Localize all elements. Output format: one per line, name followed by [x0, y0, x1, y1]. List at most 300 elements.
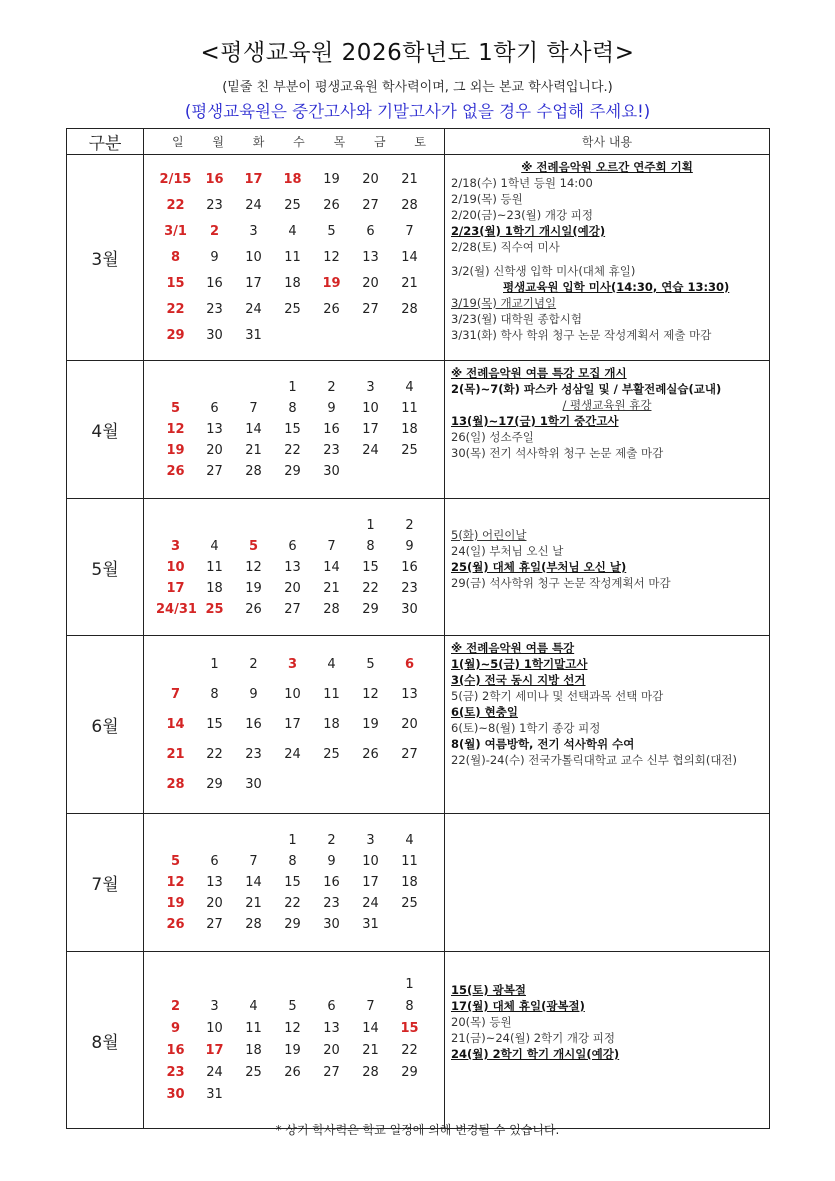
week-row — [144, 770, 444, 800]
day-cell: 6 — [327, 999, 336, 1014]
month-days — [144, 361, 445, 499]
day-cell: 13 — [284, 559, 301, 575]
day-cell: 26 — [166, 464, 185, 479]
day-cell: 22 — [166, 301, 185, 317]
day-cell: 20 — [206, 896, 223, 911]
day-cell: 24 — [245, 197, 262, 213]
day-cell: 20 — [362, 275, 379, 291]
day-cell: 17 — [205, 1043, 224, 1058]
day-cell: 10 — [362, 401, 379, 416]
day-cell: 24/31 — [156, 601, 197, 617]
week-row — [144, 219, 444, 245]
day-cell: 9 — [170, 1021, 181, 1036]
week-row — [144, 515, 444, 536]
day-cell: 2 — [327, 380, 336, 395]
day-cell: 3 — [366, 833, 375, 848]
day-cell: 28 — [401, 301, 418, 317]
day-cell: 1 — [210, 656, 219, 672]
day-cell: 23 — [206, 197, 223, 213]
day-cell: 6 — [288, 538, 297, 554]
day-cell: 31 — [206, 1087, 223, 1102]
day-cell: 16 — [245, 716, 262, 732]
day-cell: 21 — [166, 746, 185, 762]
calendar-table — [66, 128, 770, 1129]
day-cell: 27 — [401, 746, 418, 762]
event-item: ※ 전례음악원 여름 특강 모집 개시 — [451, 366, 627, 380]
day-cell: 29 — [284, 917, 301, 932]
event-item: 1(월)~5(금) 1학기말고사 — [451, 657, 588, 671]
day-cell: 10 — [362, 854, 379, 869]
event-item: 22(월)-24(수) 전국가톨릭대학교 교수 신부 협의회(대전) — [451, 753, 738, 767]
day-cell: 8 — [366, 538, 375, 554]
day-cell: 28 — [323, 601, 340, 617]
day-cell: 22 — [206, 746, 223, 762]
day-cell: 15 — [400, 1021, 419, 1036]
day-cell: 24 — [206, 1065, 223, 1080]
day-cell: 3 — [249, 223, 258, 239]
event-item: 15(토) 광복절 — [451, 983, 526, 997]
day-cell: 14 — [166, 716, 185, 732]
event-item: 3/19(목) 개교기념일 — [451, 296, 557, 310]
day-cell: 4 — [249, 999, 258, 1014]
day-cell: 23 — [166, 1065, 185, 1080]
month-row — [67, 499, 770, 636]
day-cell: 11 — [401, 401, 418, 416]
day-cell: 22 — [362, 580, 379, 596]
day-cell: 3 — [210, 999, 219, 1014]
day-cell: 18 — [283, 171, 302, 187]
day-cell — [234, 377, 273, 398]
week-row — [144, 1040, 444, 1062]
event-item: 24(일) 부처님 오신 날 — [451, 544, 564, 558]
day-cell: 29 — [362, 601, 379, 617]
day-cell: 16 — [166, 1043, 185, 1058]
header-day: 토 — [414, 135, 426, 149]
day-cell: 27 — [362, 197, 379, 213]
day-cell: 1 — [366, 517, 375, 533]
day-cell — [312, 323, 351, 349]
day-cell: 19 — [166, 896, 185, 911]
day-cell: 6 — [210, 401, 219, 416]
day-cell: 4 — [405, 380, 414, 395]
day-cell — [351, 974, 390, 996]
week-row — [144, 710, 444, 740]
day-cell: 6 — [210, 854, 219, 869]
day-cell: 18 — [206, 580, 223, 596]
day-cell: 22 — [284, 896, 301, 911]
day-cell — [234, 1084, 273, 1106]
month-label: 5월 — [67, 499, 144, 636]
day-cell: 20 — [362, 171, 379, 187]
day-cell: 20 — [323, 1043, 340, 1058]
day-cell: 8 — [170, 249, 181, 265]
notice: (평생교육원은 중간고사와 기말고사가 없을 경우 수업해 주세요!) — [184, 102, 651, 121]
day-cell: 15 — [284, 422, 301, 437]
month-label: 4월 — [67, 361, 144, 499]
event-item: 3(수) 전국 동시 지방 선거 — [451, 673, 586, 687]
day-cell: 9 — [249, 686, 258, 702]
day-cell — [351, 1084, 390, 1106]
header-row — [67, 129, 770, 155]
day-cell: 2 — [170, 999, 181, 1014]
day-cell: 23 — [323, 896, 340, 911]
day-cell: 10 — [284, 686, 301, 702]
event-item: 24(월) 2학기 학기 개시일(예강) — [451, 1047, 620, 1061]
week-row — [144, 297, 444, 323]
day-cell: 30 — [206, 327, 223, 343]
day-cell: 6 — [366, 223, 375, 239]
day-cell: 13 — [323, 1021, 340, 1036]
day-cell — [234, 830, 273, 851]
week-row — [144, 193, 444, 219]
day-cell: 28 — [362, 1065, 379, 1080]
week-row — [144, 536, 444, 557]
header-day: 화 — [252, 135, 265, 149]
header-day: 일 — [172, 135, 184, 149]
day-cell: 19 — [362, 716, 379, 732]
day-cell: 26 — [245, 601, 262, 617]
footer-note: * 상기 학사력은 학교 일정에 의해 변경될 수 있습니다. — [275, 1123, 560, 1137]
month-label: 6월 — [67, 636, 144, 814]
month-days — [144, 952, 445, 1129]
day-cell: 21 — [401, 275, 418, 291]
day-cell: 5 — [170, 401, 181, 416]
event-item: 2(목)~7(화) 파스카 성삼일 및 / 부활전례실습(교내) — [451, 382, 722, 396]
week-row — [144, 996, 444, 1018]
day-cell: 11 — [245, 1021, 262, 1036]
day-cell: 22 — [166, 197, 185, 213]
month-label: 7월 — [67, 814, 144, 952]
day-cell: 16 — [323, 875, 340, 890]
day-cell: 17 — [362, 422, 379, 437]
month-row — [67, 814, 770, 952]
month-row — [67, 952, 770, 1129]
page-title: <평생교육원 2026학년도 1학기 학사력> — [200, 40, 635, 66]
day-cell: 15 — [166, 275, 185, 291]
event-item: 2/20(금)~23(월) 개강 피정 — [451, 208, 594, 222]
day-cell: 27 — [323, 1065, 340, 1080]
day-cell — [195, 830, 234, 851]
week-row — [144, 245, 444, 271]
week-row — [144, 377, 444, 398]
day-cell: 18 — [323, 716, 340, 732]
day-cell: 14 — [245, 422, 262, 437]
day-cell: 29 — [206, 776, 223, 792]
day-cell — [156, 515, 195, 536]
day-cell: 12 — [166, 422, 185, 437]
day-cell — [351, 461, 390, 482]
day-cell: 28 — [166, 776, 185, 792]
day-cell: 8 — [405, 999, 414, 1014]
day-cell: 19 — [323, 171, 340, 187]
day-cell: 18 — [401, 422, 418, 437]
day-cell: 12 — [362, 686, 379, 702]
day-cell: 12 — [284, 1021, 301, 1036]
event-item: 17(월) 대체 휴일(광복절) — [451, 999, 585, 1013]
day-cell: 3 — [170, 538, 181, 554]
day-cell — [273, 515, 312, 536]
day-cell: 15 — [362, 559, 379, 575]
day-cell — [390, 323, 429, 349]
month-label: 3월 — [67, 155, 144, 361]
day-cell — [312, 515, 351, 536]
day-cell — [273, 1084, 312, 1106]
day-cell — [312, 770, 351, 800]
day-cell: 21 — [245, 443, 262, 458]
day-cell: 11 — [284, 249, 301, 265]
day-cell — [234, 974, 273, 996]
day-cell: 30 — [323, 917, 340, 932]
day-cell: 9 — [210, 249, 219, 265]
day-cell: 11 — [401, 854, 418, 869]
week-row — [144, 893, 444, 914]
day-cell: 8 — [210, 686, 219, 702]
day-cell: 14 — [401, 249, 418, 265]
month-days — [144, 814, 445, 952]
day-cell: 11 — [323, 686, 340, 702]
event-item: 6(토)~8(월) 1학기 종강 피정 — [451, 721, 601, 735]
day-cell: 13 — [206, 422, 223, 437]
day-cell: 12 — [323, 249, 340, 265]
event-item: ※ 전례음악원 오르간 연주회 기획 — [521, 160, 693, 174]
day-cell: 5 — [327, 223, 336, 239]
day-cell: 13 — [401, 686, 418, 702]
day-cell: 23 — [245, 746, 262, 762]
day-cell: 19 — [322, 275, 341, 291]
day-cell: 28 — [245, 464, 262, 479]
event-item: 8(월) 여름방학, 전기 석사학위 수여 — [451, 737, 635, 751]
day-cell: 5 — [366, 656, 375, 672]
day-cell: 28 — [401, 197, 418, 213]
day-cell: 23 — [206, 301, 223, 317]
day-cell: 17 — [284, 716, 301, 732]
month-events — [445, 814, 770, 952]
day-cell: 10 — [245, 249, 262, 265]
day-cell: 15 — [206, 716, 223, 732]
day-cell: 29 — [401, 1065, 418, 1080]
day-cell: 4 — [288, 223, 297, 239]
day-cell: 26 — [284, 1065, 301, 1080]
day-cell: 24 — [362, 896, 379, 911]
week-row — [144, 323, 444, 349]
day-cell: 11 — [206, 559, 223, 575]
event-item: 21(금)~24(월) 2학기 개강 피정 — [451, 1031, 616, 1045]
day-cell: 21 — [245, 896, 262, 911]
day-cell — [273, 770, 312, 800]
event-item: 2/19(목) 등원 — [451, 192, 523, 206]
day-cell: 9 — [327, 854, 336, 869]
day-cell: 10 — [166, 559, 185, 575]
day-cell: 1 — [405, 977, 414, 992]
event-item: 5(금) 2학기 세미나 및 선택과목 선택 마감 — [451, 689, 664, 703]
day-cell: 27 — [284, 601, 301, 617]
day-cell: 4 — [210, 538, 219, 554]
day-cell: 13 — [362, 249, 379, 265]
day-cell: 27 — [206, 917, 223, 932]
month-days — [144, 636, 445, 814]
header-day: 월 — [212, 135, 224, 149]
day-cell — [390, 914, 429, 935]
day-cell: 20 — [401, 716, 418, 732]
event-item: 3/31(화) 학사 학위 청구 논문 작성계획서 제출 마감 — [451, 328, 712, 342]
day-cell — [195, 515, 234, 536]
day-cell: 26 — [362, 746, 379, 762]
day-cell: 7 — [405, 223, 414, 239]
day-cell: 19 — [166, 443, 185, 458]
day-cell: 7 — [327, 538, 336, 554]
day-cell: 8 — [288, 401, 297, 416]
day-cell — [312, 1084, 351, 1106]
day-cell — [156, 377, 195, 398]
day-cell: 27 — [206, 464, 223, 479]
day-cell — [390, 461, 429, 482]
day-cell: 2 — [249, 656, 258, 672]
day-cell: 31 — [362, 917, 379, 932]
day-cell — [273, 323, 312, 349]
header-days — [144, 129, 445, 155]
day-cell — [390, 770, 429, 800]
day-cell: 18 — [284, 275, 301, 291]
day-cell: 24 — [245, 301, 262, 317]
day-cell: 24 — [362, 443, 379, 458]
day-cell — [195, 377, 234, 398]
day-cell — [273, 974, 312, 996]
day-cell: 30 — [323, 464, 340, 479]
week-row — [144, 680, 444, 710]
event-item: 13(월)~17(금) 1학기 중간고사 — [451, 414, 619, 428]
day-cell: 18 — [401, 875, 418, 890]
day-cell: 18 — [245, 1043, 262, 1058]
day-cell: 2 — [405, 517, 414, 533]
event-item: / 평생교육원 휴강 — [562, 398, 652, 412]
week-row — [144, 1018, 444, 1040]
day-cell — [351, 770, 390, 800]
day-cell: 29 — [166, 327, 185, 343]
day-cell: 20 — [284, 580, 301, 596]
day-cell — [234, 515, 273, 536]
week-row — [144, 830, 444, 851]
header-day: 목 — [333, 135, 346, 149]
event-item: 5(화) 어린이날 — [451, 528, 527, 542]
day-cell: 17 — [244, 171, 263, 187]
week-row — [144, 1084, 444, 1106]
event-item: 3/23(월) 대학원 종합시험 — [451, 312, 582, 326]
day-cell: 14 — [323, 559, 340, 575]
week-row — [144, 1062, 444, 1084]
day-cell: 7 — [366, 999, 375, 1014]
day-cell: 1 — [288, 380, 297, 395]
week-row — [144, 872, 444, 893]
day-cell: 5 — [170, 854, 181, 869]
day-cell: 7 — [249, 854, 258, 869]
month-events — [445, 155, 770, 361]
subtitle: (밑줄 친 부분이 평생교육원 학사력이며, 그 외는 본교 학사력입니다.) — [222, 80, 613, 95]
day-cell: 25 — [323, 746, 340, 762]
week-row — [144, 557, 444, 578]
header-category: 구분 — [67, 129, 144, 155]
week-row — [144, 578, 444, 599]
day-cell: 21 — [401, 171, 418, 187]
month-events — [445, 499, 770, 636]
day-cell: 3 — [287, 656, 298, 672]
day-cell — [390, 1084, 429, 1106]
month-days — [144, 155, 445, 361]
week-row — [144, 461, 444, 482]
month-events — [445, 361, 770, 499]
event-item: 2/18(수) 1학년 등원 14:00 — [451, 176, 593, 190]
header-events: 학사 내용 — [445, 129, 770, 155]
day-cell: 25 — [401, 896, 418, 911]
header-day: 금 — [373, 135, 386, 149]
day-cell — [156, 650, 195, 680]
day-cell: 1 — [288, 833, 297, 848]
day-cell: 14 — [245, 875, 262, 890]
day-cell: 31 — [245, 327, 262, 343]
day-cell: 7 — [170, 686, 181, 702]
event-item: 20(목) 등원 — [451, 1015, 512, 1029]
day-cell: 5 — [248, 538, 259, 554]
month-events — [445, 636, 770, 814]
day-cell: 19 — [284, 1043, 301, 1058]
day-cell: 26 — [323, 197, 340, 213]
month-row — [67, 155, 770, 361]
event-item: 2/23(월) 1학기 개시일(예강) — [451, 224, 606, 238]
day-cell: 16 — [205, 171, 224, 187]
event-item: ※ 전례음악원 여름 특강 — [451, 641, 575, 655]
day-cell: 23 — [323, 443, 340, 458]
day-cell: 2/15 — [159, 171, 192, 187]
day-cell: 22 — [401, 1043, 418, 1058]
day-cell: 21 — [323, 580, 340, 596]
event-item: 평생교육원 입학 미사(14:30, 연습 13:30) — [503, 280, 730, 294]
week-row — [144, 398, 444, 419]
day-cell: 6 — [404, 656, 415, 672]
day-cell: 24 — [284, 746, 301, 762]
day-cell: 14 — [362, 1021, 379, 1036]
header-day: 수 — [293, 135, 305, 149]
day-cell — [351, 323, 390, 349]
day-cell: 29 — [284, 464, 301, 479]
day-cell: 30 — [166, 1087, 185, 1102]
day-cell: 9 — [405, 538, 414, 554]
event-item: 30(목) 전기 석사학위 청구 논문 제출 마감 — [451, 446, 664, 460]
day-cell: 12 — [245, 559, 262, 575]
day-cell: 4 — [405, 833, 414, 848]
day-cell: 4 — [327, 656, 336, 672]
month-row — [67, 361, 770, 499]
day-cell: 2 — [327, 833, 336, 848]
week-row — [144, 599, 444, 620]
event-item: 25(월) 대체 휴일(부처님 오신 날) — [451, 560, 627, 574]
day-cell: 16 — [401, 559, 418, 575]
day-cell: 26 — [166, 917, 185, 932]
day-cell: 21 — [362, 1043, 379, 1058]
day-cell: 27 — [362, 301, 379, 317]
day-cell: 19 — [245, 580, 262, 596]
month-row — [67, 636, 770, 814]
day-cell: 9 — [327, 401, 336, 416]
day-cell — [312, 974, 351, 996]
day-cell: 3 — [366, 380, 375, 395]
day-cell: 28 — [245, 917, 262, 932]
day-cell: 25 — [284, 301, 301, 317]
day-cell: 16 — [206, 275, 223, 291]
day-cell: 26 — [323, 301, 340, 317]
week-row — [144, 740, 444, 770]
month-days — [144, 499, 445, 636]
event-item: 2/28(토) 직수여 미사 — [451, 240, 560, 254]
day-cell: 7 — [249, 401, 258, 416]
